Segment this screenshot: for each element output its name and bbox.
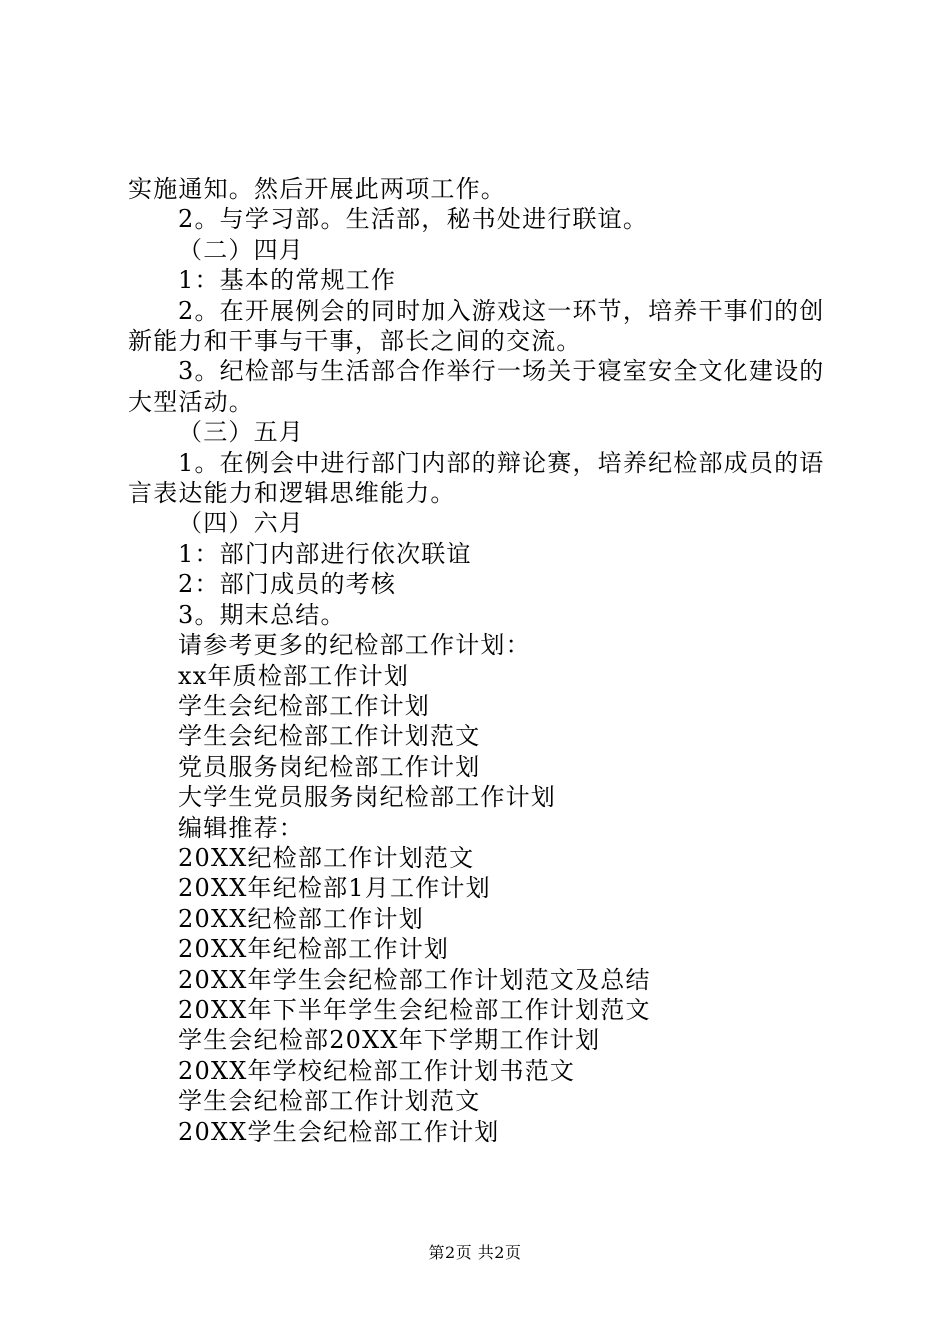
recommended-link[interactable]: 20XX年纪检部工作计划 [178,935,450,964]
text-line: 实施通知。然后开展此两项工作。 [128,175,506,203]
text-line: 1：基本的常规工作 [178,266,397,295]
text-line: 1。在例会中进行部门内部的辩论赛，培养纪检部成员的语 [178,448,825,477]
recommended-link[interactable]: 学生会纪检部工作计划范文 [178,1087,481,1116]
document-body [128,174,833,1147]
related-link[interactable]: 大学生党员服务岗纪检部工作计划 [178,783,556,812]
text-line: 2。在开展例会的同时加入游戏这一环节，培养干事们的创 [178,296,825,325]
recommended-link[interactable]: 20XX年纪检部1月工作计划 [178,874,491,903]
text-line: 2：部门成员的考核 [178,570,397,599]
section-heading: （四）六月 [178,509,304,538]
text-line: 1：部门内部进行依次联谊 [178,539,472,568]
related-link[interactable]: xx年质检部工作计划 [178,661,410,690]
text-line: 新能力和干事与干事，部长之间的交流。 [128,327,582,356]
page-footer [0,1243,950,1263]
related-link[interactable]: 党员服务岗纪检部工作计划 [178,752,481,781]
page-number: 第2页 共2页 [428,1243,522,1262]
text-line: 请参考更多的纪检部工作计划： [178,631,531,660]
text-line: 大型活动。 [128,387,254,416]
recommended-link[interactable]: 20XX年下半年学生会纪检部工作计划范文 [178,995,651,1024]
recommended-link[interactable]: 学生会纪检部20XX年下学期工作计划 [178,1026,601,1055]
recommended-link[interactable]: 20XX学生会纪检部工作计划 [178,1117,500,1146]
section-heading: （二）四月 [178,235,304,264]
recommended-link[interactable]: 20XX年学校纪检部工作计划书范文 [178,1056,576,1085]
text-line: 言表达能力和逻辑思维能力。 [128,479,456,508]
section-heading: （三）五月 [178,418,304,447]
recommended-link[interactable]: 20XX年学生会纪检部工作计划范文及总结 [178,965,651,994]
recommended-link[interactable]: 20XX纪检部工作计划范文 [178,843,475,872]
text-line: 编辑推荐： [178,813,304,842]
text-line: 3。纪检部与生活部合作举行一场关于寝室安全文化建设的 [178,357,825,386]
recommended-link[interactable]: 20XX纪检部工作计划 [178,904,424,933]
text-line: 2。与学习部。生活部，秘书处进行联谊。 [178,205,649,234]
related-link[interactable]: 学生会纪检部工作计划 [178,691,430,720]
text-line: 3。期末总结。 [178,600,346,629]
related-link[interactable]: 学生会纪检部工作计划范文 [178,722,481,751]
